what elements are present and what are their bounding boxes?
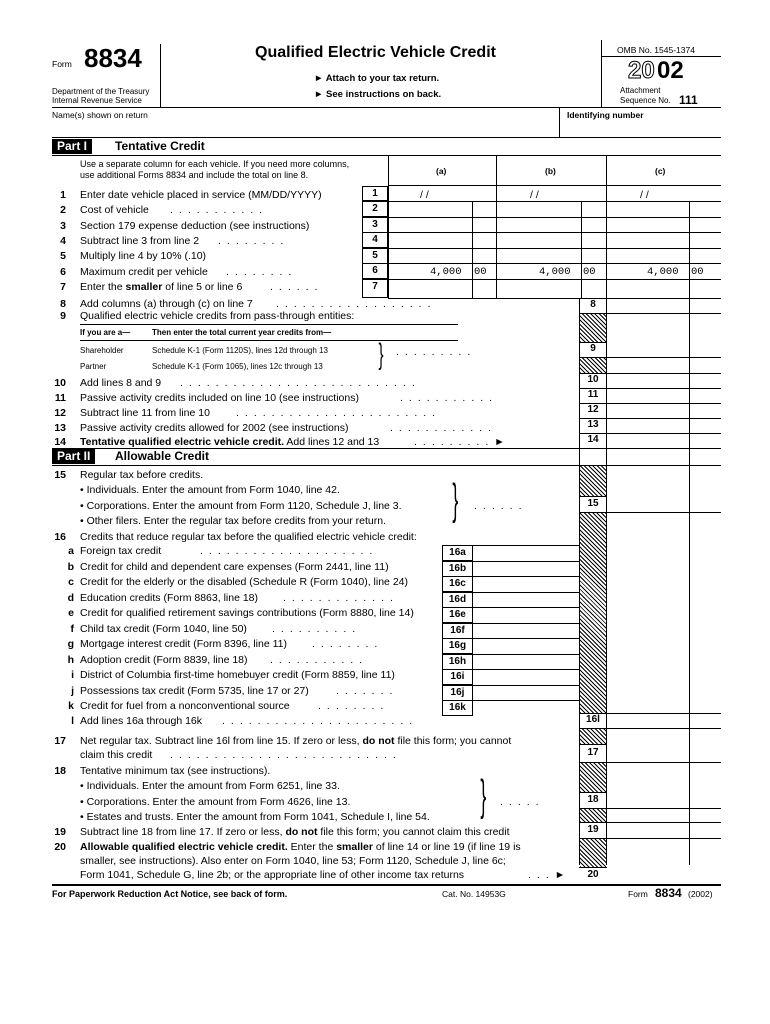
line-15-bullet-1: • Individuals. Enter the amount from Form 1040, line 42. <box>80 484 340 496</box>
tax-year-outline: 20 <box>628 57 655 84</box>
line-16d-box: 16d <box>442 592 473 608</box>
line-16j-amount[interactable] <box>473 685 579 701</box>
line-12-leader: ....................... <box>236 407 442 419</box>
line-16e-letter: e <box>68 607 74 619</box>
line-9-number: 9 <box>60 310 66 322</box>
line-7-number: 7 <box>60 281 66 293</box>
hatch-line9 <box>580 314 606 342</box>
form-label: Form <box>52 59 72 69</box>
if-you-are-header: If you are a— <box>80 328 131 337</box>
hatch-line15 <box>580 466 606 496</box>
line-18-text: Tentative minimum tax (see instructions). <box>80 765 271 777</box>
line-10-text: Add lines 8 and 9 <box>80 377 162 389</box>
line-12-number: 12 <box>54 407 66 419</box>
omb-number: OMB No. 1545-1374 <box>617 45 695 55</box>
line-10-box: 10 <box>587 374 599 385</box>
form-title: Qualified Electric Vehicle Credit <box>255 44 496 61</box>
line-6-number: 6 <box>60 266 66 278</box>
line-16b-text: Credit for child and dependent care expenses (Form 2441, line 11) <box>80 561 389 573</box>
line-16j-text: Possessions tax credit (Form 5735, line 17 or 27) <box>80 685 309 697</box>
part2-title: Allowable Credit <box>115 449 210 463</box>
line-10-leader: ........................... <box>180 377 421 389</box>
line-16h-letter: h <box>67 654 74 666</box>
line-16k-letter: k <box>68 700 74 712</box>
line-20-text-3: Form 1041, Schedule G, line 2b; or the appropriate line of other income tax returns <box>80 869 465 881</box>
line-8-box: 8 <box>590 299 596 310</box>
line-8-text: Add columns (a) through (c) on line 7 <box>80 298 253 310</box>
line-16l-box: 16l <box>586 714 600 725</box>
line-9-box: 9 <box>590 343 596 354</box>
line-16c-text: Credit for the elderly or the disabled (Schedule R (Form 1040), line 24) <box>80 576 408 588</box>
line-16b-letter: b <box>67 561 74 573</box>
line-16h-leader: ........... <box>270 654 369 666</box>
line-16i-text: District of Columbia first-time homebuyer credit (Form 8859, line 11) <box>80 669 395 681</box>
line-5-box: 5 <box>362 248 388 264</box>
brace-line18: } <box>480 771 487 820</box>
line-6-max-a: 4,000 <box>430 266 462 278</box>
line-20-leader: ...► <box>528 869 572 881</box>
line-6-cents-a: 00 <box>474 266 487 278</box>
line-16-text: Credits that reduce regular tax before the qualified electric vehicle credit: <box>80 531 417 543</box>
names-label: Name(s) shown on return <box>52 110 148 120</box>
line-13-text: Passive activity credits allowed for 2002 (see instructions) <box>80 422 349 434</box>
line-2-box: 2 <box>362 201 388 217</box>
brace-line15: } <box>452 475 459 524</box>
line-18-bullet-1: • Individuals. Enter the amount from Form 6251, line 33. <box>80 780 340 792</box>
column-a-header: (a) <box>436 166 447 176</box>
line-18-bullet-2: • Corporations. Enter the amount from Form 4626, line 13. <box>80 796 351 808</box>
line-20-text-1: Allowable qualified electric vehicle credit. Enter the smaller of line 14 or line 19 (if line 19 is <box>80 841 521 853</box>
line-6-cents-c: 00 <box>691 266 704 278</box>
line-16-number: 16 <box>54 531 66 543</box>
line-6-cents-b: 00 <box>583 266 596 278</box>
sequence-number: 111 <box>679 93 698 107</box>
part2-label: Part II <box>52 449 95 464</box>
part1-label: Part I <box>52 139 92 154</box>
line-8-number: 8 <box>60 298 66 310</box>
line-9-leader: ......... <box>396 346 477 358</box>
line-17-number: 17 <box>54 735 66 747</box>
line-16l-text: Add lines 16a through 16k <box>80 715 203 727</box>
line-8-leader: .................. <box>276 298 437 310</box>
line-6-max-b: 4,000 <box>539 266 571 278</box>
line-13-number: 13 <box>54 422 66 434</box>
line-2-number: 2 <box>60 204 66 216</box>
attach-instruction: ► Attach to your tax return. <box>314 73 440 84</box>
line-4-box: 4 <box>362 232 388 248</box>
line-14-number: 14 <box>54 436 66 448</box>
line-11-leader: ........... <box>400 392 499 404</box>
line-16e-amount[interactable] <box>473 607 579 623</box>
shareholder-label: Shareholder <box>80 346 124 355</box>
part1-intro-2: use additional Forms 8834 and include the total on line 8. <box>80 170 309 180</box>
line-20-text-2: smaller, see instructions). Also enter on Form 1040, line 53; Form 1120, Schedule J, line 6c; <box>80 855 506 867</box>
line-1-date-a: / / <box>420 189 429 201</box>
line-4-text: Subtract line 3 from line 2 <box>80 235 200 247</box>
line-1-text: Enter date vehicle placed in service (MM/DD/YYYY) <box>80 189 322 201</box>
line-16g-box: 16g <box>442 638 473 654</box>
see-instruction: ► See instructions on back. <box>314 89 442 100</box>
dept-line2: Internal Revenue Service <box>52 96 142 105</box>
line-1-date-b: / / <box>530 189 539 201</box>
column-b-header: (b) <box>545 166 556 176</box>
line-3-box: 3 <box>362 217 388 233</box>
line-16c-letter: c <box>68 576 74 588</box>
line-16a-text: Foreign tax credit <box>80 545 162 557</box>
part1-intro-1: Use a separate column for each vehicle. If you need more columns, <box>80 159 350 169</box>
names-input[interactable] <box>54 122 558 138</box>
tax-year-bold: 02 <box>657 57 684 84</box>
line-16c-box: 16c <box>442 576 473 592</box>
line-2-leader: ........... <box>170 204 269 216</box>
line-7-text: Enter the smaller of line 5 or line 6 <box>80 281 243 293</box>
identifying-number-label: Identifying number <box>567 110 644 120</box>
catalog-number: Cat. No. 14953G <box>442 889 506 899</box>
line-16f-amount[interactable] <box>473 623 579 639</box>
line-7-box: 7 <box>362 279 388 298</box>
hatch-line18b <box>580 809 606 822</box>
line-16a-letter: a <box>68 545 74 557</box>
line-17-leader: .......................... <box>170 749 402 761</box>
line-12-text: Subtract line 11 from line 10 <box>80 407 210 419</box>
sequence-label: Sequence No. <box>620 96 671 105</box>
line-16i-letter: i <box>71 669 74 681</box>
line-17-text-2: claim this credit <box>80 749 153 761</box>
line-6-leader: ........ <box>226 266 298 278</box>
line-16g-letter: g <box>67 638 74 650</box>
line-16j-leader: ....... <box>336 685 399 697</box>
line-1-date-c: / / <box>640 189 649 201</box>
line-16k-text: Credit for fuel from a nonconventional source <box>80 700 290 712</box>
line-15-leader: ...... <box>474 500 528 512</box>
hatch-line16 <box>580 513 606 713</box>
line-16c-amount[interactable] <box>473 576 579 592</box>
line-16h-text: Adoption credit (Form 8839, line 18) <box>80 654 248 666</box>
line-16a-amount[interactable] <box>473 545 579 561</box>
hatch-line20 <box>580 839 606 867</box>
brace-line9: } <box>378 338 384 371</box>
line-11-number: 11 <box>54 392 66 404</box>
line-14-leader: .........► <box>414 436 511 448</box>
line-15-bullet-3: • Other filers. Enter the regular tax before credits from your return. <box>80 515 386 527</box>
shareholder-source: Schedule K-1 (Form 1120S), lines 12d through 13 <box>152 346 328 355</box>
part1-title: Tentative Credit <box>115 139 205 153</box>
line-16b-box: 16b <box>442 561 473 577</box>
line-14-box: 14 <box>587 434 599 445</box>
line-16d-leader: ............. <box>283 592 399 604</box>
line-18-box: 18 <box>587 794 599 805</box>
line-6-text: Maximum credit per vehicle <box>80 266 208 278</box>
line-16h-amount[interactable] <box>473 654 579 670</box>
line-16d-amount[interactable] <box>473 592 579 608</box>
line-16k-leader: ........ <box>318 700 390 712</box>
line-15-box: 15 <box>587 498 599 509</box>
line-5-text: Multiply line 4 by 10% (.10) <box>80 250 207 262</box>
column-c-header: (c) <box>655 166 666 176</box>
line-17-box: 17 <box>587 747 599 758</box>
line-20-box: 20 <box>587 869 599 880</box>
line-6-max-c: 4,000 <box>647 266 679 278</box>
line-16a-leader: .................... <box>200 545 379 557</box>
line-16j-box: 16j <box>442 685 473 701</box>
hatch-line9b <box>580 358 606 373</box>
line-7-leader: ...... <box>270 281 324 293</box>
line-16f-letter: f <box>70 623 74 635</box>
line-16f-text: Child tax credit (Form 1040, line 50) <box>80 623 247 635</box>
line-1-number: 1 <box>60 189 66 201</box>
line-9-text: Qualified electric vehicle credits from pass-through entities: <box>80 310 355 322</box>
line-16g-amount[interactable] <box>473 638 579 654</box>
line-2-text: Cost of vehicle <box>80 204 149 216</box>
line-16l-leader: ...................... <box>222 715 419 727</box>
footer-form-number: 8834 <box>655 886 682 900</box>
line-11-box: 11 <box>587 389 599 400</box>
line-16l-letter: l <box>71 715 74 727</box>
line-1-box: 1 <box>362 186 388 201</box>
line-16f-leader: .......... <box>272 623 362 635</box>
hatch-line18 <box>580 763 606 792</box>
line-16g-text: Mortgage interest credit (Form 8396, line 11) <box>80 638 287 650</box>
line-16g-leader: ........ <box>312 638 384 650</box>
line-16k-amount[interactable] <box>473 700 579 716</box>
line-3-number: 3 <box>60 220 66 232</box>
line-6-box: 6 <box>362 263 388 279</box>
line-13-box: 13 <box>587 419 599 430</box>
attachment-label: Attachment <box>620 86 661 95</box>
line-16e-box: 16e <box>442 607 473 623</box>
form-number: 8834 <box>84 43 142 73</box>
line-15-number: 15 <box>54 469 66 481</box>
line-18-bullet-3: • Estates and trusts. Enter the amount from Form 1041, Schedule I, line 54. <box>80 811 430 823</box>
line-11-text: Passive activity credits included on line 10 (see instructions) <box>80 392 359 404</box>
line-16b-amount[interactable] <box>473 561 579 577</box>
partner-label: Partner <box>80 362 107 371</box>
dept-line1: Department of the Treasury <box>52 87 150 96</box>
footer-year: (2002) <box>688 889 713 899</box>
then-enter-header: Then enter the total current year credits from— <box>152 328 332 337</box>
line-19-box: 19 <box>587 824 599 835</box>
partner-source: Schedule K-1 (Form 1065), lines 12c through 13 <box>152 362 323 371</box>
line-19-number: 19 <box>54 826 66 838</box>
line-16i-box: 16i <box>442 669 473 685</box>
line-17-text-1: Net regular tax. Subtract line 16l from line 15. If zero or less, do not file this form; you cannot <box>80 735 512 747</box>
line-5-number: 5 <box>60 250 66 262</box>
line-16j-letter: j <box>71 685 74 697</box>
line-4-number: 4 <box>60 235 66 247</box>
line-16d-text: Education credits (Form 8863, line 18) <box>80 592 259 604</box>
line-16i-amount[interactable] <box>473 669 579 685</box>
line-12-box: 12 <box>587 404 599 415</box>
line-16f-box: 16f <box>442 623 473 639</box>
line-15-text: Regular tax before credits. <box>80 469 204 481</box>
line-16h-box: 16h <box>442 654 473 670</box>
line-16e-text: Credit for qualified retirement savings contributions (Form 8880, line 14) <box>80 607 414 619</box>
hatch-line17 <box>580 729 606 744</box>
line-13-leader: ............ <box>390 422 498 434</box>
identifying-number-input[interactable] <box>562 122 721 138</box>
line-19-text: Subtract line 18 from line 17. If zero or less, do not file this form; you cannot claim this credit <box>80 826 510 838</box>
line-18-leader: ..... <box>500 796 545 808</box>
line-4-leader: ........ <box>218 235 290 247</box>
line-16k-box: 16k <box>442 700 473 716</box>
line-20-number: 20 <box>54 841 66 853</box>
line-14-text: Tentative qualified electric vehicle credit. Add lines 12 and 13 <box>80 436 380 448</box>
line-3-text: Section 179 expense deduction (see instructions) <box>80 220 310 232</box>
paperwork-notice: For Paperwork Reduction Act Notice, see back of form. <box>52 889 288 899</box>
line-10-number: 10 <box>54 377 66 389</box>
line-16d-letter: d <box>67 592 74 604</box>
line-15-bullet-2: • Corporations. Enter the amount from Form 1120, Schedule J, line 3. <box>80 500 402 512</box>
footer-form-word: Form <box>628 889 648 899</box>
line-18-number: 18 <box>54 765 66 777</box>
line-16a-box: 16a <box>442 545 473 561</box>
